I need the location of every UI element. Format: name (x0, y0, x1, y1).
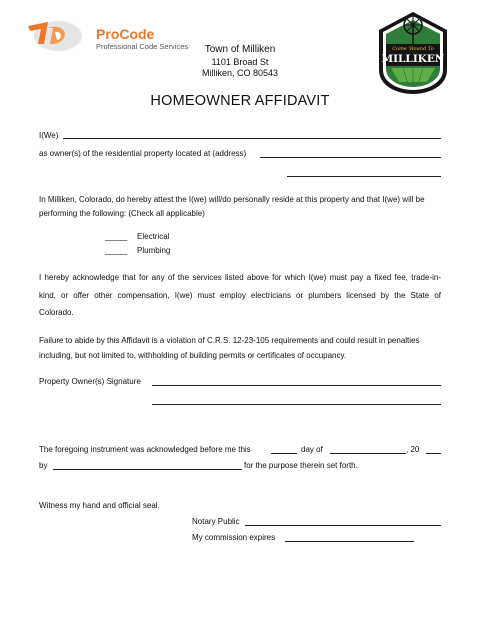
plumbing-checkbox[interactable]: _____ (105, 246, 128, 255)
procode-name: ProCode (96, 26, 155, 42)
town-name: Town of Milliken (204, 44, 276, 55)
notary-label: Notary Public (192, 517, 240, 526)
milliken-seal (373, 8, 453, 96)
commission-label: My commission expires (192, 533, 276, 542)
purpose-text: for the purpose therein set forth. (244, 461, 358, 470)
plumbing-label: Plumbing (137, 246, 171, 255)
day-line[interactable] (271, 453, 297, 454)
owner-label: as owner(s) of the residential property located at (address) (39, 149, 247, 158)
witness-text: Witness my hand and official seal. (39, 501, 160, 510)
town-street: 1101 Broad St (211, 57, 269, 67)
month-line[interactable] (330, 453, 406, 454)
acknowledge-text-line1: I hereby acknowledge that for any of the services listed above for which I(we) must pay a fixed fee, trade-in- (39, 273, 441, 282)
failure-text-line1: Failure to abide by this Affidavit is a violation of C.R.S. 12-23-105 requirements and could result in penalties (39, 336, 420, 345)
page-title: HOMEOWNER AFFIDAVIT (150, 93, 330, 109)
day-of-text: day of (301, 445, 323, 454)
signature-line-2[interactable] (152, 404, 441, 405)
year-line[interactable] (426, 453, 441, 454)
commission-line[interactable] (285, 541, 414, 542)
address-line-2[interactable] (287, 176, 441, 177)
acknowledge-text-line2: kind, or offer other compensation, I(we) must employ electricians or plumbers licensed by the State of (39, 291, 441, 300)
failure-text-line2: including, but not limited to, withholding of building permits or certificates of occupancy. (39, 351, 347, 360)
year-text: , 20 (406, 445, 420, 454)
procode-tagline: Professional Code Services (96, 42, 189, 51)
procode-logo-icon (18, 14, 82, 54)
attest-text-line2: performing the following: (Check all applicable) (39, 209, 205, 218)
electrical-label: Electrical (137, 232, 170, 241)
iwe-label: I(We) (39, 131, 59, 140)
by-label: by (39, 461, 48, 470)
notary-line[interactable] (245, 525, 441, 526)
foregoing-text: The foregoing instrument was acknowledged before me this (39, 445, 251, 454)
acknowledge-text-line3: Colorado. (39, 308, 74, 317)
seal-slogan: Come 'Round To (392, 46, 434, 52)
electrical-checkbox[interactable]: _____ (105, 232, 128, 241)
town-city: Milliken, CO 80543 (201, 68, 279, 78)
signature-line-1[interactable] (152, 385, 441, 386)
address-line-1[interactable] (260, 157, 441, 158)
seal-name: MILLIKEN (381, 53, 445, 65)
iwe-name-line[interactable] (63, 138, 441, 139)
attest-text-line1: In Milliken, Colorado, do hereby attest the I(we) will/do personally reside at this property and that I(we) will be (39, 195, 425, 204)
by-line[interactable] (53, 469, 242, 470)
signature-label: Property Owner(s) Signature (39, 377, 141, 386)
